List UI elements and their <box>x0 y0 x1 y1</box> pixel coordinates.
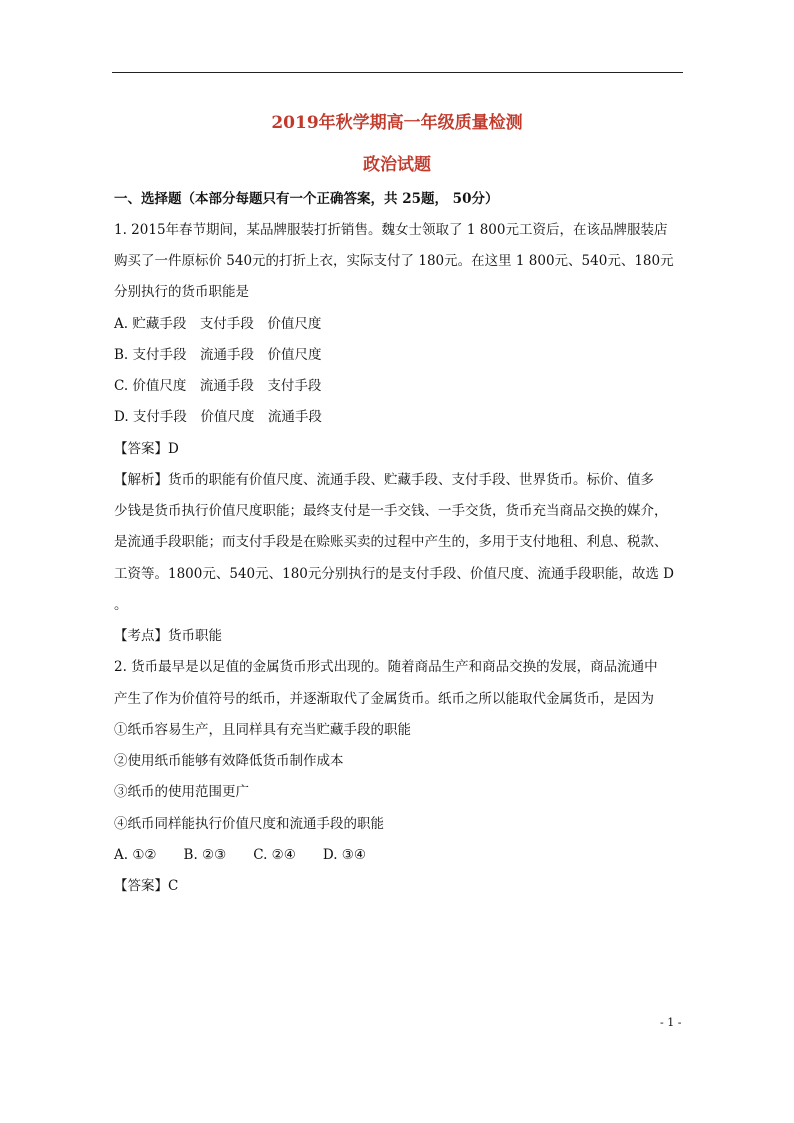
q2-stem-line: 产生了作为价值符号的纸币，并逐渐取代了金属货币。纸币之所以能取代金属货币，是因为 <box>114 691 654 707</box>
q1-option-b: B. 支付手段 流通手段 价值尺度 <box>114 347 322 363</box>
q1-stem-line: 分别执行的货币职能是 <box>114 284 249 300</box>
q2-statement-3: ③纸币的使用范围更广 <box>114 784 249 800</box>
section-heading: 一、选择题（本部分每题只有一个正确答案，共 25题， 50分） <box>114 191 499 207</box>
q2-options: A. ①② B. ②③ C. ②④ D. ③④ <box>114 847 367 863</box>
q2-statement-4: ④纸币同样能执行价值尺度和流通手段的职能 <box>114 816 384 832</box>
q1-answer: 【答案】D <box>114 441 179 457</box>
q2-statement-2: ②使用纸币能够有效降低货币制作成本 <box>114 753 344 769</box>
q1-analysis-line: 是流通手段职能；而支付手段是在赊账买卖的过程中产生的，多用于支付地租、利息、税款、 <box>114 534 668 550</box>
q2-stem-line: 2. 货币最早是以足值的金属货币形式出现的。随着商品生产和商品交换的发展，商品流通中 <box>114 659 658 675</box>
q1-analysis-line: 【解析】货币的职能有价值尺度、流通手段、贮藏手段、支付手段、世界货币。标价、值多 <box>114 472 654 488</box>
document-title: 2019年秋学期高一年级质量检测 <box>271 113 523 133</box>
q1-point: 【考点】货币职能 <box>114 628 222 644</box>
q1-analysis-line: 少钱是货币执行价值尺度职能；最终支付是一手交钱、一手交货，货币充当商品交换的媒介， <box>114 503 668 519</box>
q1-stem-line: 购买了一件原标价 540元的打折上衣，实际支付了 180元。在这里 1 800元、540元、180元 <box>114 253 674 269</box>
q1-option-c: C. 价值尺度 流通手段 支付手段 <box>114 378 322 394</box>
header-rule <box>112 72 683 73</box>
q1-analysis-line: 。 <box>114 597 128 613</box>
q1-option-a: A. 贮藏手段 支付手段 价值尺度 <box>114 316 322 332</box>
q2-answer: 【答案】C <box>114 878 179 894</box>
q1-option-d: D. 支付手段 价值尺度 流通手段 <box>114 409 322 425</box>
page-number: - 1 - <box>660 1016 682 1029</box>
document-subtitle: 政治试题 <box>363 155 431 175</box>
q1-stem-line: 1. 2015年春节期间，某品牌服装打折销售。魏女士领取了 1 800元工资后，在该品牌服装店 <box>114 222 668 238</box>
q2-statement-1: ①纸币容易生产，且同样具有充当贮藏手段的职能 <box>114 722 411 738</box>
q1-analysis-line: 工资等。1800元、540元、180元分别执行的是支付手段、价值尺度、流通手段职能，故选 D <box>114 566 675 582</box>
